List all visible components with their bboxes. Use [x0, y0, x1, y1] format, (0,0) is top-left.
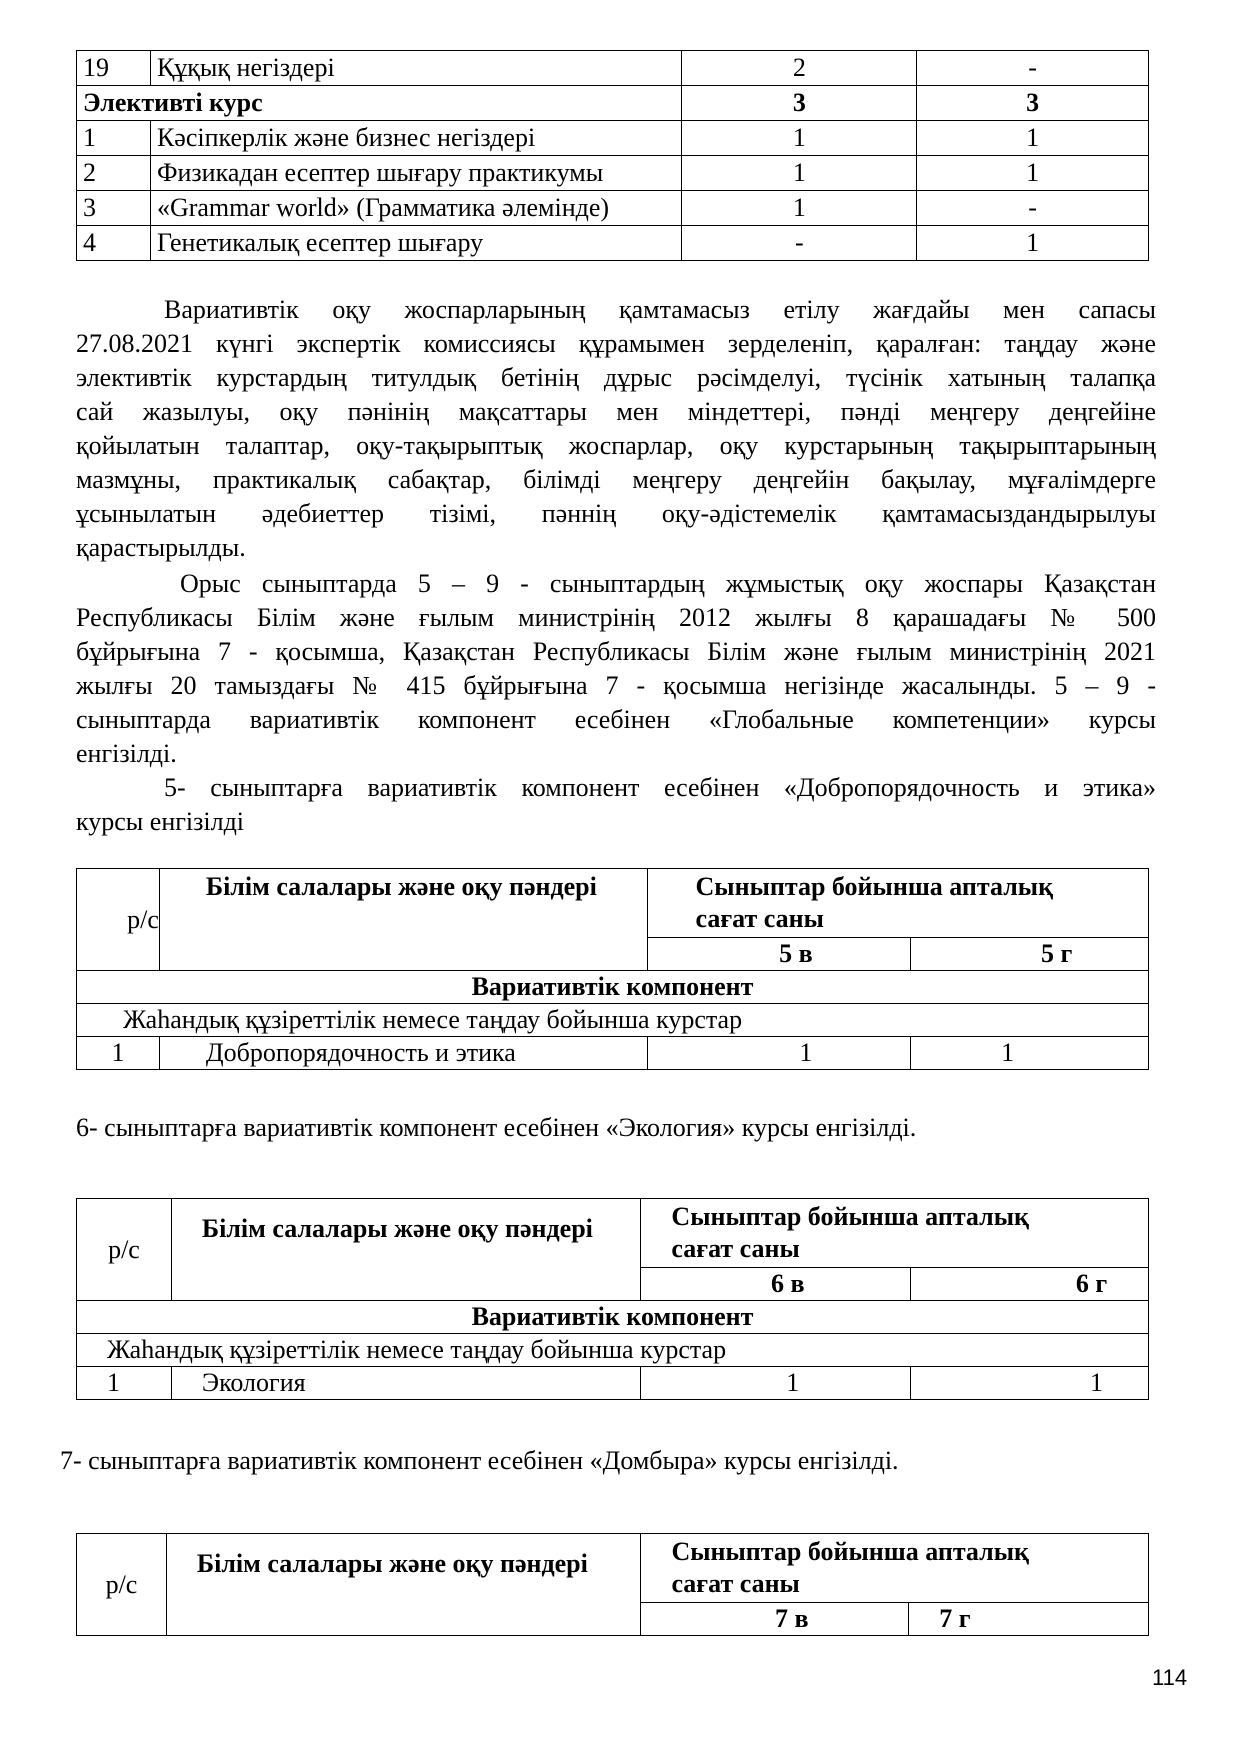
- text-line: 27.08.2021 күнгі экспертік комиссиясы құрамымен зерделеніп, қаралған: таңдау және: [76, 329, 1156, 358]
- row-number: 1: [77, 121, 151, 156]
- hours-header-line1: Сыныптар бойынша апталық: [671, 1537, 1030, 1566]
- paragraph-grade6: 6- сыныптарға вариативтік компонент есебінен «Экология» курсы енгізілді.: [76, 1113, 917, 1142]
- text-line: курсы енгізілді: [76, 807, 245, 836]
- hours-header: [641, 1534, 1149, 1603]
- text-line: қойылатын талаптар, оқу-тақырыптық жоспарлар, оқу курстарының тақырыптарының: [76, 431, 1156, 460]
- text-line: енгізілді.: [76, 739, 177, 768]
- subjects-header: Білім салалары және оқу пәндері: [159, 869, 647, 971]
- table-row: [77, 1301, 1149, 1334]
- class-column-header: 5 г: [911, 938, 1149, 971]
- hours-b: 1: [917, 121, 1149, 156]
- class-column-header: 7 в: [641, 1603, 909, 1636]
- table-row: [77, 971, 1149, 1004]
- hours-a: 2: [682, 51, 917, 86]
- hours-a: 3: [682, 86, 917, 121]
- class-column-header: 6 в: [641, 1268, 911, 1301]
- pc-header: р/с: [77, 869, 160, 971]
- text-line: элективтік курстардың титулдық бетінің дұрыс рәсімделуі, түсінік хатының талапқа: [76, 363, 1156, 392]
- text-line: мазмұны, практикалық сабақтар, білімді меңгеру деңгейін бақылау, мұғалімдерге: [76, 465, 1156, 494]
- hours-b: 1: [917, 156, 1149, 191]
- hours-b: 1: [917, 226, 1149, 261]
- hours-a: -: [682, 226, 917, 261]
- text-line: қарастырылды.: [76, 533, 246, 562]
- text-line: бұйрығына 7 - қосымша, Қазақстан Республикасы Білім және ғылым министрінің 2021: [76, 637, 1156, 666]
- table-row: [77, 121, 1149, 156]
- hours-b: -: [917, 191, 1149, 226]
- pc-header: р/с: [77, 1534, 167, 1636]
- hours-a: 1: [647, 1037, 911, 1070]
- table-row: [77, 1037, 1149, 1070]
- table-header-row: [77, 1534, 1149, 1603]
- table-grade5: [76, 868, 1149, 1070]
- hours-b: 1: [911, 1367, 1149, 1400]
- text-line: Вариативтік оқу жоспарларының қамтамасыз етілу жағдайы мен сапасы: [164, 295, 1156, 324]
- variative-header: Вариативтік компонент: [77, 971, 1149, 1004]
- table-row: [77, 156, 1149, 191]
- table-courses: [76, 50, 1149, 261]
- row-number: 4: [77, 226, 151, 261]
- row-number: 3: [77, 191, 151, 226]
- hours-b: 1: [911, 1037, 1149, 1070]
- table-row: [77, 191, 1149, 226]
- text-line: жылғы 20 тамыздағы № 415 бұйрығына 7 - қосымша негізінде жасалынды. 5 – 9 -: [76, 671, 1156, 700]
- text-line: 5- сыныптарға вариативтік компонент есебінен «Добропорядочность и этика»: [164, 773, 1156, 802]
- table-row: [77, 51, 1149, 86]
- subject-name: Құқық негіздері: [150, 51, 682, 86]
- subject-name: Добропорядочность и этика: [159, 1037, 647, 1070]
- table-row: [77, 1334, 1149, 1367]
- text-line: Орыс сыныптарда 5 – 9 - сыныптардың жұмыстық оқу жоспары Қазақстан: [180, 569, 1156, 598]
- row-number: 1: [77, 1037, 160, 1070]
- class-column-header: 6 г: [911, 1268, 1149, 1301]
- text-line: ұсынылатын әдебиеттер тізімі, пәннің оқу-әдістемелік қамтамасыздандырылуы: [76, 499, 1156, 528]
- pc-header: р/с: [77, 1199, 172, 1301]
- table-header-row: [77, 1199, 1149, 1268]
- subject-name: Кәсіпкерлік және бизнес негіздері: [150, 121, 682, 156]
- subject-name: Физикадан есептер шығару практикумы: [150, 156, 682, 191]
- hours-header-line2: сағат саны: [695, 904, 824, 933]
- subject-name: Экология: [171, 1367, 641, 1400]
- class-column-header: 5 в: [647, 938, 911, 971]
- hours-header-line2: сағат саны: [671, 1234, 800, 1263]
- text-line: сыныптарда вариативтік компонент есебінен «Глобальные компетенции» курсы: [76, 705, 1156, 734]
- hours-a: 1: [682, 156, 917, 191]
- hours-header-line1: Сыныптар бойынша апталық: [671, 1202, 1029, 1231]
- table-grade7: [76, 1533, 1149, 1636]
- global-competence-header: Жаһандық құзіреттілік немесе таңдау бойынша курстар: [77, 1334, 1149, 1367]
- row-number: 2: [77, 156, 151, 191]
- hours-b: 3: [917, 86, 1149, 121]
- subject-name: Генетикалық есептер шығару: [150, 226, 682, 261]
- hours-header-line2: сағат саны: [671, 1569, 800, 1598]
- page-number: 114: [1152, 1665, 1188, 1690]
- row-number: 1: [77, 1367, 172, 1400]
- hours-a: 1: [641, 1367, 911, 1400]
- hours-header: [647, 869, 1148, 938]
- text-line: Республикасы Білім және ғылым министрінің 2012 жылғы 8 қарашадағы № 500: [76, 603, 1156, 632]
- table-row: [77, 1367, 1149, 1400]
- global-competence-header: Жаһандық құзіреттілік немесе таңдау бойынша курстар: [77, 1004, 1149, 1037]
- hours-a: 1: [682, 121, 917, 156]
- section-header: Элективті курс: [77, 86, 682, 121]
- table-row: [77, 86, 1149, 121]
- class-column-header: 7 г: [909, 1603, 1149, 1636]
- subjects-header: Білім салалары және оқу пәндері: [166, 1534, 641, 1636]
- table-header-row: [77, 869, 1149, 938]
- paragraph-grade7: 7- сыныптарға вариативтік компонент есебінен «Домбыра» курсы енгізілді.: [60, 1446, 899, 1475]
- hours-header: [641, 1199, 1149, 1268]
- variative-header: Вариативтік компонент: [77, 1301, 1149, 1334]
- table-row: [77, 226, 1149, 261]
- subjects-header: Білім салалары және оқу пәндері: [171, 1199, 641, 1301]
- table-row: [77, 1004, 1149, 1037]
- hours-a: 1: [682, 191, 917, 226]
- hours-header-line1: Сыныптар бойынша апталық: [695, 872, 1054, 901]
- subject-name: «Grammar world» (Грамматика әлемінде): [150, 191, 682, 226]
- text-line: сай жазылуы, оқу пәнінің мақсаттары мен міндеттері, пәнді меңгеру деңгейіне: [76, 397, 1156, 426]
- row-number: 19: [77, 51, 151, 86]
- hours-b: -: [917, 51, 1149, 86]
- table-grade6: [76, 1198, 1149, 1400]
